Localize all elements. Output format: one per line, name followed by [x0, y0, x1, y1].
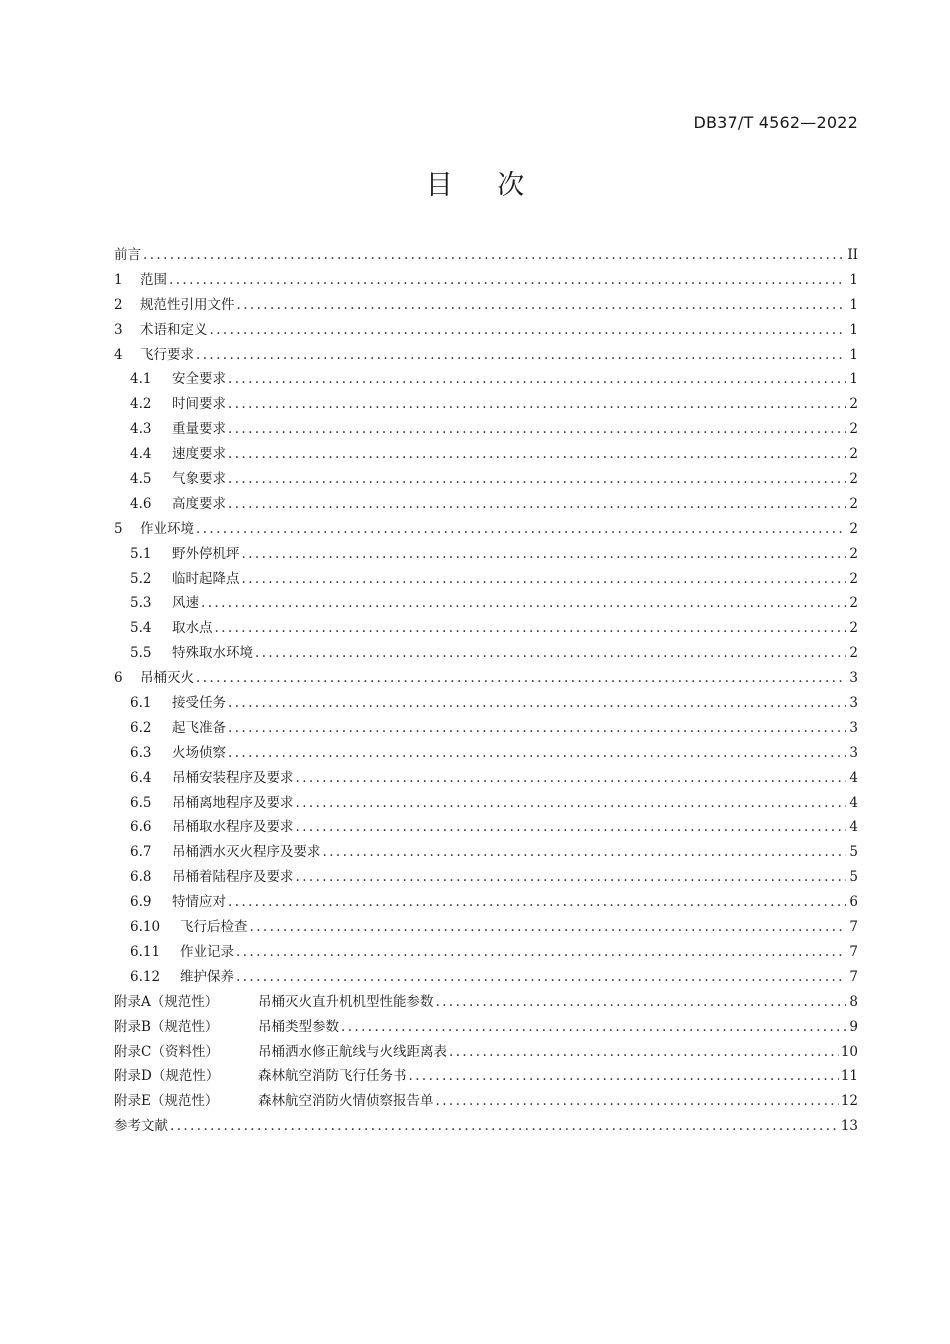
toc-entry[interactable] [114, 293, 858, 318]
toc-entry-page-number: 2 [849, 446, 858, 463]
toc-entry-title: 飞行要求 [140, 346, 194, 363]
toc-dot-leader [341, 1019, 846, 1035]
toc-entry[interactable] [114, 318, 858, 343]
toc-entry-title: 飞行后检查 [180, 919, 248, 936]
toc-dot-leader [228, 396, 846, 412]
toc-entry-page-number: 1 [849, 271, 858, 288]
toc-dot-leader [409, 1068, 839, 1084]
toc-entry-page-number: II [847, 247, 858, 263]
toc-entry-number: 1 [114, 271, 123, 288]
toc-entry-title: 特殊取水环境 [172, 645, 253, 662]
toc-entry-number: 附录B（规范性） [114, 1018, 219, 1035]
toc-entry-number: 6.1 [130, 695, 152, 712]
toc-entry-number: 6.5 [130, 794, 152, 811]
toc-entry-page-number: 2 [849, 545, 858, 562]
toc-dot-leader [296, 869, 847, 885]
toc-dot-leader [228, 446, 846, 462]
toc-entry-title: 吊桶安装程序及要求 [172, 769, 294, 786]
toc-entry[interactable] [114, 591, 858, 616]
toc-entry-title: 野外停机坪 [172, 545, 240, 562]
toc-dot-leader [170, 1118, 839, 1134]
toc-entry[interactable] [114, 890, 858, 915]
toc-dot-leader [228, 720, 846, 736]
toc-entry[interactable] [114, 1040, 858, 1065]
toc-entry-number: 附录D（规范性） [114, 1068, 220, 1085]
toc-entry-title: 特情应对 [172, 894, 226, 911]
toc-dot-leader [296, 770, 847, 786]
toc-dot-leader [236, 969, 846, 985]
toc-entry-title: 作业环境 [140, 520, 194, 537]
toc-entry-page-number: 4 [849, 769, 858, 786]
toc-entry-number: 3 [114, 321, 123, 338]
toc-dot-leader [228, 496, 846, 512]
toc-entry-page-number: 3 [849, 719, 858, 736]
toc-entry-title: 取水点 [172, 620, 213, 637]
toc-dot-leader [228, 371, 846, 387]
toc-entry-number: 2 [114, 296, 123, 313]
toc-entry-page-number: 2 [849, 645, 858, 662]
toc-entry[interactable] [114, 542, 858, 567]
toc-entry-number: 5.2 [130, 570, 152, 587]
toc-entry-page-number: 1 [849, 321, 858, 338]
toc-entry-page-number: 4 [849, 794, 858, 811]
toc-entry-page-number: 2 [849, 421, 858, 438]
toc-entry-number: 6.8 [130, 869, 152, 886]
toc-entry-title: 术语和定义 [140, 321, 208, 338]
toc-entry-number: 附录A（规范性） [114, 993, 219, 1010]
toc-entry-number: 附录C（资料性） [114, 1043, 219, 1060]
toc-entry-page-number: 2 [849, 396, 858, 413]
toc-dot-leader [237, 297, 847, 313]
toc-dot-leader [436, 1093, 839, 1109]
toc-dot-leader [196, 521, 846, 537]
toc-entry-title: 森林航空消防飞行任务书 [258, 1068, 407, 1085]
toc-entry-title: 吊桶离地程序及要求 [172, 794, 294, 811]
toc-entry-page-number: 11 [840, 1068, 858, 1085]
toc-entry-number: 6 [114, 670, 123, 687]
toc-entry-title: 维护保养 [180, 968, 234, 985]
toc-dot-leader [228, 695, 846, 711]
toc-dot-leader [255, 645, 846, 661]
toc-entry-title: 气象要求 [172, 471, 226, 488]
toc-dot-leader [242, 571, 847, 587]
toc-entry[interactable] [114, 940, 858, 965]
document-code: DB37/T 4562—2022 [693, 113, 858, 132]
toc-entry-page-number: 5 [849, 844, 858, 861]
toc-entry[interactable] [114, 367, 858, 392]
toc-entry-title: 临时起降点 [172, 570, 240, 587]
toc-entry-title: 风速 [172, 595, 199, 612]
toc-entry[interactable] [114, 492, 858, 517]
toc-entry-title: 时间要求 [172, 396, 226, 413]
toc-dot-leader [210, 322, 847, 338]
toc-entry-page-number: 12 [840, 1093, 858, 1110]
toc-entry-page-number: 7 [849, 943, 858, 960]
toc-entry-page-number: 2 [849, 495, 858, 512]
toc-entry-number: 4.2 [130, 396, 152, 413]
toc-entry-title: 吊桶灭火 [140, 670, 194, 687]
toc-entry-number: 5.1 [130, 545, 152, 562]
toc-entry-page-number: 4 [849, 819, 858, 836]
toc-dot-leader [196, 347, 846, 363]
toc-entry[interactable] [114, 616, 858, 641]
toc-entry[interactable] [114, 243, 858, 268]
toc-entry[interactable] [114, 915, 858, 940]
toc-entry[interactable] [114, 815, 858, 840]
toc-entry-number: 4.4 [130, 446, 152, 463]
toc-entry-number: 6.12 [130, 968, 161, 985]
toc-entry-title: 范围 [140, 271, 167, 288]
toc-entry[interactable] [114, 1089, 858, 1114]
toc-entry-page-number: 2 [849, 595, 858, 612]
toc-entry-page-number: 10 [840, 1043, 858, 1060]
toc-entry-title: 接受任务 [172, 695, 226, 712]
toc-entry-number: 6.9 [130, 894, 152, 911]
toc-entry[interactable] [114, 567, 858, 592]
toc-entry[interactable] [114, 641, 858, 666]
toc-entry[interactable] [114, 965, 858, 990]
toc-entry[interactable] [114, 268, 858, 293]
toc-entry[interactable] [114, 840, 858, 865]
toc-entry-number: 4 [114, 346, 123, 363]
toc-entry-number: 5.5 [130, 645, 152, 662]
toc-entry-title: 吊桶洒水修正航线与火线距离表 [258, 1043, 447, 1060]
toc-entry-title: 火场侦察 [172, 744, 226, 761]
toc-entry-page-number: 9 [849, 1018, 858, 1035]
toc-entry[interactable] [114, 716, 858, 741]
toc-entry-page-number: 2 [849, 520, 858, 537]
page-title: 目 次 [425, 170, 543, 201]
toc-entry[interactable] [114, 990, 858, 1015]
toc-dot-leader [242, 546, 847, 562]
toc-entry-number: 6.2 [130, 719, 152, 736]
toc-dot-leader [196, 670, 846, 686]
toc-entry-number: 6.6 [130, 819, 152, 836]
toc-entry-number: 5 [114, 520, 123, 537]
toc-entry-title: 重量要求 [172, 421, 226, 438]
toc-entry-title: 规范性引用文件 [140, 296, 235, 313]
toc-dot-leader [250, 919, 847, 935]
toc-entry[interactable] [114, 343, 858, 368]
toc-entry-title: 速度要求 [172, 446, 226, 463]
toc-entry-page-number: 2 [849, 570, 858, 587]
toc-dot-leader [228, 745, 846, 761]
toc-dot-leader [296, 795, 847, 811]
toc-dot-leader [228, 471, 846, 487]
toc-entry-number: 6.10 [130, 919, 161, 936]
toc-entry-page-number: 7 [849, 919, 858, 936]
toc-dot-leader [323, 844, 847, 860]
toc-entry[interactable] [114, 1015, 858, 1040]
toc-entry[interactable] [114, 865, 858, 890]
toc-entry-page-number: 7 [849, 968, 858, 985]
toc-entry-page-number: 2 [849, 471, 858, 488]
toc-entry-page-number: 2 [849, 620, 858, 637]
toc-entry-page-number: 1 [849, 346, 858, 363]
toc-entry-title: 安全要求 [172, 371, 226, 388]
toc-entry-number: 4.6 [130, 495, 152, 512]
toc-dot-leader [228, 421, 846, 437]
toc-dot-leader [449, 1044, 839, 1060]
toc-entry-page-number: 6 [849, 894, 858, 911]
toc-entry-title: 吊桶类型参数 [258, 1018, 339, 1035]
toc-dot-leader [169, 272, 846, 288]
toc-entry-title: 起飞准备 [172, 719, 226, 736]
toc-entry-number: 6.7 [130, 844, 152, 861]
table-of-contents [114, 243, 858, 1139]
toc-entry[interactable] [114, 442, 858, 467]
toc-entry[interactable] [114, 691, 858, 716]
toc-entry-title: 吊桶取水程序及要求 [172, 819, 294, 836]
toc-entry-page-number: 3 [849, 695, 858, 712]
toc-entry-number: 5.4 [130, 620, 152, 637]
toc-dot-leader [143, 247, 845, 263]
toc-entry-page-number: 5 [849, 869, 858, 886]
toc-dot-leader [296, 819, 847, 835]
toc-entry[interactable] [114, 766, 858, 791]
toc-dot-leader [436, 994, 847, 1010]
toc-entry[interactable] [114, 517, 858, 542]
toc-entry-page-number: 1 [849, 296, 858, 313]
toc-entry-title: 参考文献 [114, 1118, 168, 1135]
toc-entry[interactable] [114, 392, 858, 417]
toc-dot-leader [228, 894, 846, 910]
toc-entry-number: 6.11 [130, 943, 161, 960]
toc-entry[interactable] [114, 1064, 858, 1089]
toc-entry-number: 5.3 [130, 595, 152, 612]
toc-entry[interactable] [114, 741, 858, 766]
toc-entry-page-number: 13 [840, 1118, 858, 1135]
toc-entry-page-number: 3 [849, 744, 858, 761]
toc-entry-title: 高度要求 [172, 495, 226, 512]
toc-dot-leader [201, 595, 846, 611]
toc-dot-leader [236, 944, 846, 960]
toc-entry-page-number: 1 [849, 371, 858, 388]
toc-entry-page-number: 3 [849, 670, 858, 687]
toc-entry[interactable] [114, 417, 858, 442]
toc-entry-title: 吊桶洒水灭火程序及要求 [172, 844, 321, 861]
toc-entry-number: 4.3 [130, 421, 152, 438]
toc-entry-number: 6.3 [130, 744, 152, 761]
toc-entry-title: 吊桶着陆程序及要求 [172, 869, 294, 886]
toc-entry[interactable] [114, 1114, 858, 1139]
toc-entry-number: 6.4 [130, 769, 152, 786]
toc-entry-title: 森林航空消防火情侦察报告单 [258, 1093, 434, 1110]
toc-entry-title: 作业记录 [180, 943, 234, 960]
toc-entry-title: 吊桶灭火直升机机型性能参数 [258, 993, 434, 1010]
toc-dot-leader [215, 620, 847, 636]
toc-entry-number: 4.5 [130, 471, 152, 488]
toc-entry[interactable] [114, 791, 858, 816]
toc-entry-title: 前言 [114, 247, 141, 263]
toc-entry-number: 4.1 [130, 371, 152, 388]
toc-entry-page-number: 8 [849, 993, 858, 1010]
toc-entry-number: 附录E（规范性） [114, 1093, 219, 1110]
toc-entry[interactable] [114, 467, 858, 492]
toc-entry[interactable] [114, 666, 858, 691]
